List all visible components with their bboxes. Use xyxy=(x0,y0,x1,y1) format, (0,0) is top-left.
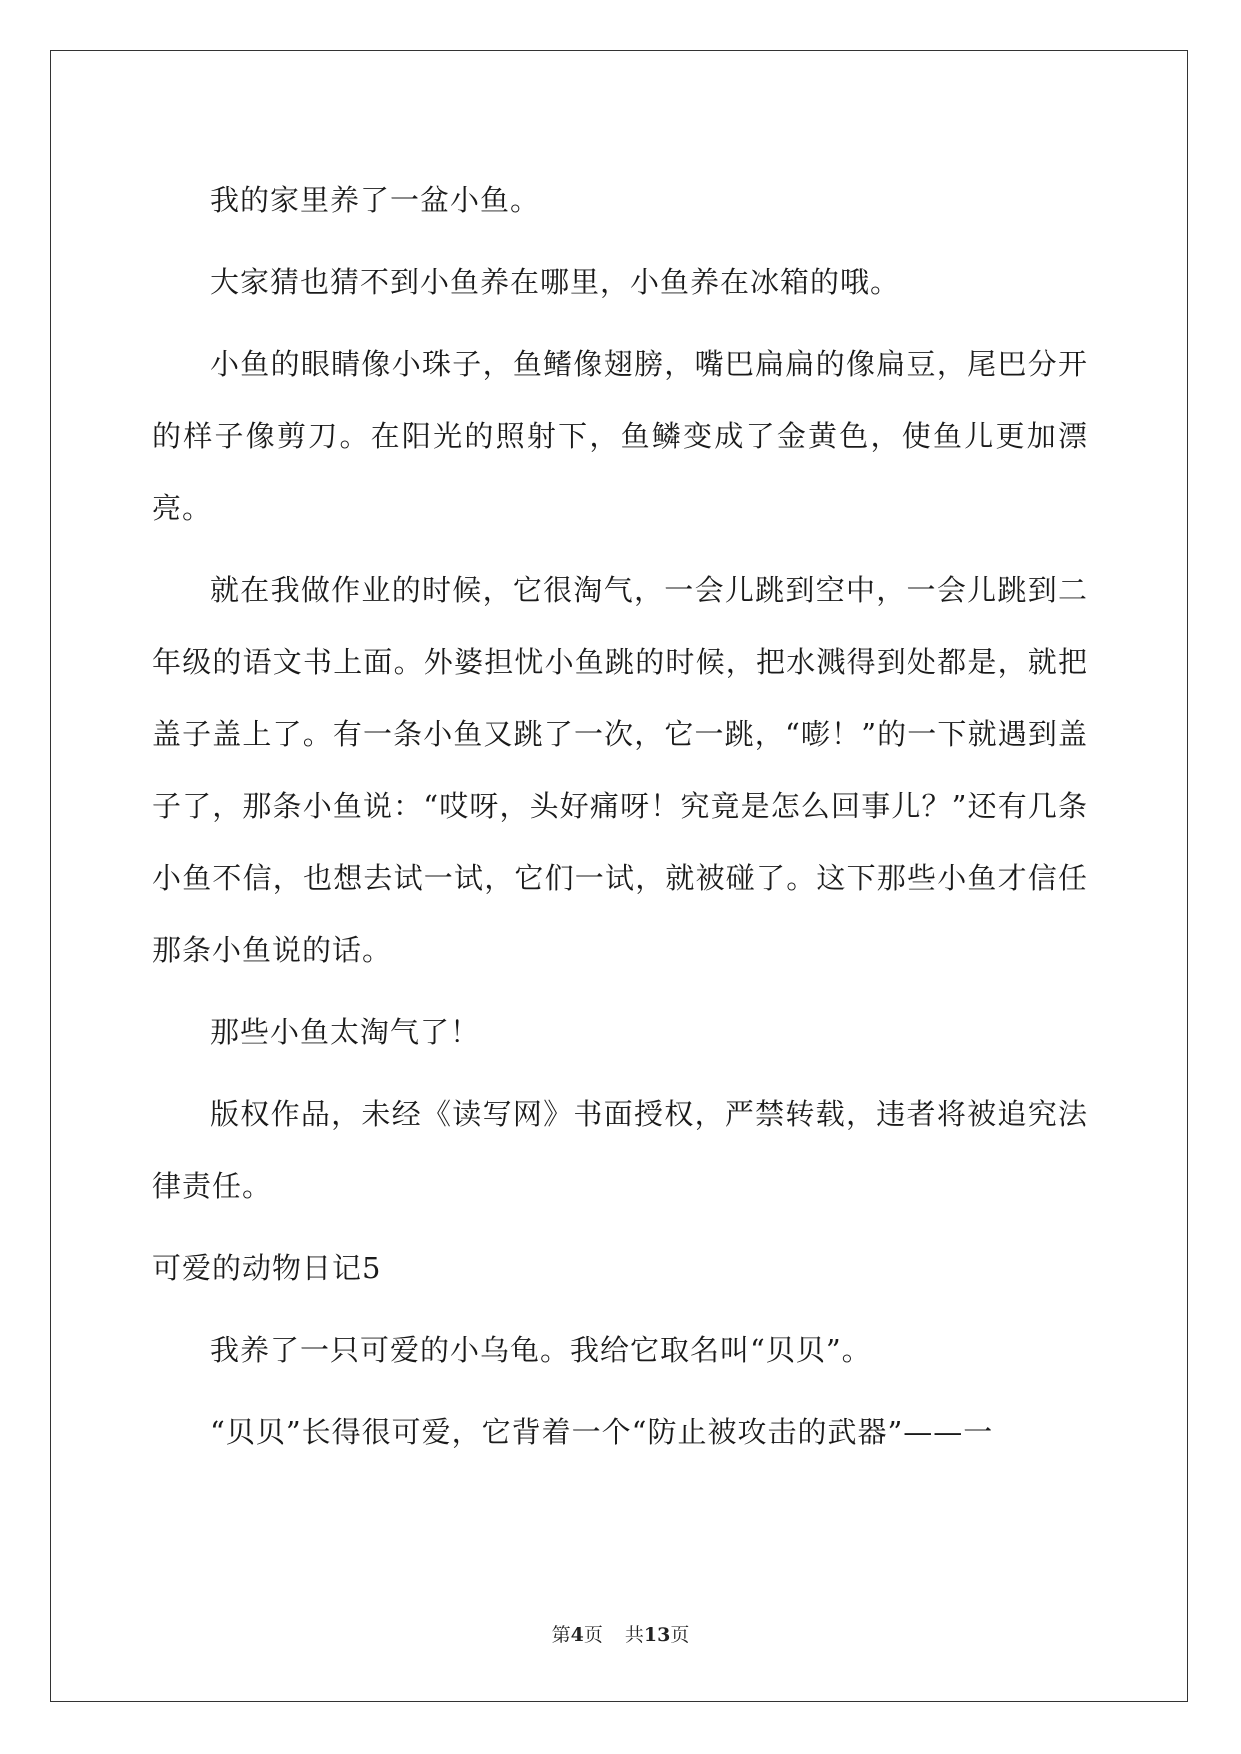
footer-page-prefix: 第 xyxy=(551,1624,571,1646)
footer-total-suffix: 页 xyxy=(670,1624,690,1646)
footer-page-suffix: 页 xyxy=(583,1624,603,1646)
paragraph: “贝贝”长得很可爱，它背着一个“防止被攻击的武器”——一 xyxy=(210,1415,994,1449)
footer-page-number: 4 xyxy=(570,1624,584,1646)
page-footer xyxy=(0,1620,1241,1647)
paragraph: 就在我做作业的时候，它很淘气，一会儿跳到空中，一会儿跳到二年级的语文书上面。外婆担忧小鱼跳的时候，把水溅得到处都是，就把盖子盖上了。有一条小鱼又跳了一次，它一跳，“嘭！”的一下就遇到盖子了，那条小鱼说：“哎呀，头好痛呀！究竟是怎么回事儿？”还有几条小鱼不信，也想去试一试，它们一试，就被碰了。这下那些小鱼才信任那条小鱼说的话。 xyxy=(152,573,1088,967)
paragraph: 版权作品，未经《读写网》书面授权，严禁转载，违者将被追究法律责任。 xyxy=(152,1097,1088,1203)
section-heading: 可爱的动物日记5 xyxy=(152,1251,382,1285)
paragraph: 我养了一只可爱的小乌龟。我给它取名叫“贝贝”。 xyxy=(210,1333,872,1367)
footer-total-prefix: 共 xyxy=(624,1624,644,1646)
paragraph: 那些小鱼太淘气了！ xyxy=(210,1015,481,1049)
document-body xyxy=(152,164,1088,1478)
paragraph: 大家猜也猜不到小鱼养在哪里，小鱼养在冰箱的哦。 xyxy=(210,265,901,299)
footer-total-pages: 13 xyxy=(643,1624,671,1646)
paragraph: 小鱼的眼睛像小珠子，鱼鳍像翅膀，嘴巴扁扁的像扁豆，尾巴分开的样子像剪刀。在阳光的照射下，鱼鳞变成了金黄色，使鱼儿更加漂亮。 xyxy=(152,347,1088,525)
paragraph: 我的家里养了一盆小鱼。 xyxy=(210,183,541,217)
